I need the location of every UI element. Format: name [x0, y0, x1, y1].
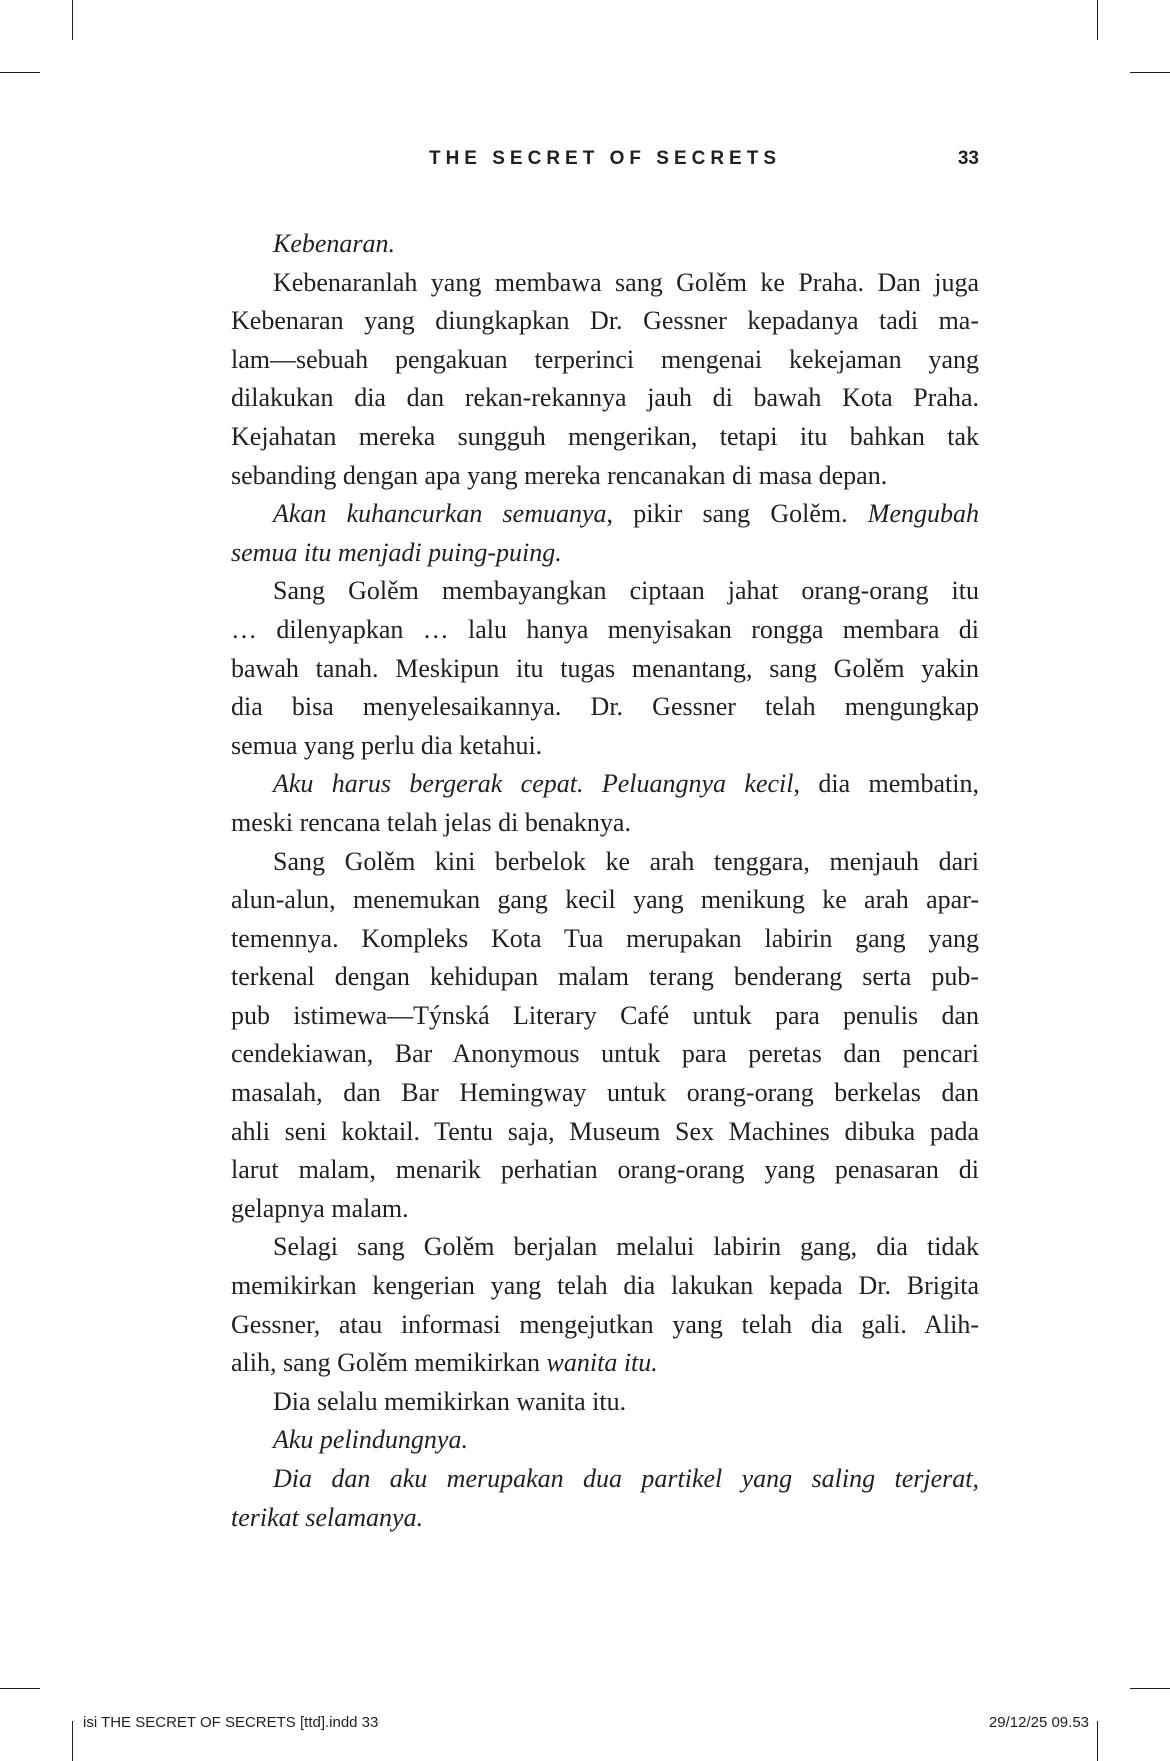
text-line [231, 457, 979, 496]
text-line [231, 1113, 979, 1152]
italic-run: Aku harus bergerak cepat. Peluangnya kecil [273, 769, 794, 799]
text-line [231, 611, 979, 650]
crop-mark [0, 72, 40, 73]
italic-run: Mengubah [867, 499, 979, 529]
crop-mark [1130, 72, 1170, 73]
text-line [231, 534, 979, 573]
text-line [231, 920, 979, 959]
italic-run: Akan kuhancurkan semuanya [273, 499, 607, 529]
running-title: THE SECRET OF SECRETS [428, 148, 782, 169]
text-line [231, 1421, 979, 1460]
text-line [231, 688, 979, 727]
slug-date: 29/12/25 09.53 [988, 1714, 1089, 1731]
text-run: dilakukan dia dan rekan-rekannya jauh di bawah Kota Praha. [231, 383, 979, 413]
text-run: memikirkan kengerian yang telah dia lakukan kepada Dr. Brigita [231, 1271, 979, 1301]
text-run: … dilenyapkan … lalu hanya menyisakan rongga membara di [231, 614, 979, 644]
text-line [231, 341, 979, 380]
text-run: alun-alun, menemukan gang kecil yang menikung ke arah apar- [231, 885, 979, 915]
text-run: sebanding dengan apa yang mereka rencanakan di masa depan. [231, 460, 888, 490]
italic-run: terikat selamanya. [231, 1502, 424, 1532]
text-run: temennya. Kompleks Kota Tua merupakan labirin gang yang [231, 923, 979, 953]
text-line [231, 1074, 979, 1113]
text-run: bawah tanah. Meskipun itu tugas menantang, sang Golěm yakin [231, 653, 979, 683]
crop-mark [1130, 1688, 1170, 1689]
text-run: Sang Golěm kini berbelok ke arah tenggara, menjauh dari [273, 846, 979, 876]
text-line [231, 958, 979, 997]
text-run: ahli seni koktail. Tentu saja, Museum Sex Machines dibuka pada [231, 1116, 979, 1146]
text-run: , pikir sang Golěm. [606, 499, 868, 529]
crop-mark [72, 1721, 73, 1761]
italic-run: Aku pelindungnya. [273, 1425, 468, 1455]
text-line [231, 1344, 979, 1383]
text-line [231, 765, 979, 804]
paragraph [231, 572, 979, 765]
running-head [231, 148, 979, 178]
paragraph [231, 1383, 979, 1422]
text-run: Gessner, atau informasi mengejutkan yang telah dia gali. Alih- [231, 1309, 979, 1339]
text-run: pub istimewa—Týnská Literary Café untuk para penulis dan [231, 1000, 979, 1030]
text-run: Selagi sang Golěm berjalan melalui labirin gang, dia tidak [273, 1232, 979, 1262]
paragraph [231, 1228, 979, 1382]
text-run: masalah, dan Bar Hemingway untuk orang-orang berkelas dan [231, 1078, 979, 1108]
paragraph [231, 495, 979, 572]
text-line [231, 1190, 979, 1229]
text-line [231, 1383, 979, 1422]
text-line [231, 379, 979, 418]
paragraph [231, 264, 979, 496]
text-run: Kebenaranlah yang membawa sang Golěm ke Praha. Dan juga [273, 267, 979, 297]
text-line [231, 418, 979, 457]
paragraph [231, 225, 979, 264]
crop-mark [1097, 1721, 1098, 1761]
text-run: gelapnya malam. [231, 1193, 409, 1223]
text-line [231, 804, 979, 843]
crop-mark [1097, 0, 1098, 40]
text-line [231, 225, 979, 264]
crop-mark [0, 1688, 40, 1689]
italic-run: wanita itu. [546, 1348, 658, 1378]
text-run: lam—sebuah pengakuan terperinci mengenai kekejaman yang [231, 344, 979, 374]
text-line [231, 1499, 979, 1538]
italic-run: Dia dan aku merupakan dua partikel yang saling terjerat, [273, 1464, 979, 1493]
text-run: cendekiawan, Bar Anonymous untuk para peretas dan pencari [231, 1039, 979, 1069]
text-line [231, 1035, 979, 1074]
text-line [231, 1228, 979, 1267]
text-line [231, 727, 979, 766]
text-line [231, 881, 979, 920]
text-run: meski rencana telah jelas di benaknya. [231, 807, 631, 837]
page-number: 33 [957, 148, 979, 169]
text-line [231, 302, 979, 341]
crop-mark [72, 0, 73, 40]
text-line [231, 1267, 979, 1306]
text-line [231, 572, 979, 611]
paragraph [231, 1421, 979, 1460]
text-run: semua yang perlu dia ketahui. [231, 730, 543, 760]
text-run: terkenal dengan kehidupan malam terang benderang serta pub- [231, 962, 979, 992]
text-run: alih, sang Golěm memikirkan [231, 1348, 547, 1378]
text-line [231, 495, 979, 534]
slug-file-name: isi THE SECRET OF SECRETS [ttd].indd 33 [83, 1714, 379, 1731]
text-run: larut malam, menarik perhatian orang-orang yang penasaran di [231, 1155, 979, 1185]
text-run: Sang Golěm membayangkan ciptaan jahat orang-orang itu [273, 576, 979, 606]
text-line [231, 997, 979, 1036]
text-line [231, 1306, 979, 1345]
text-run: , dia membatin, [793, 769, 979, 799]
text-line [231, 1151, 979, 1190]
text-run: dia bisa menyelesaikannya. Dr. Gessner telah mengungkap [231, 692, 979, 722]
text-run: Kejahatan mereka sungguh mengerikan, tetapi itu bahkan tak [231, 421, 979, 451]
text-run: Kebenaran yang diungkapkan Dr. Gessner kepadanya tadi ma- [231, 306, 979, 336]
paragraph [231, 843, 979, 1229]
text-line [231, 650, 979, 689]
text-run: Dia selalu memikirkan wanita itu. [273, 1386, 627, 1416]
paragraph [231, 765, 979, 842]
text-line [231, 264, 979, 303]
body-text [231, 225, 979, 1537]
paragraph [231, 1460, 979, 1537]
italic-run: Kebenaran. [273, 229, 396, 258]
italic-run: semua itu menjadi puing-puing. [231, 537, 562, 567]
text-line [231, 843, 979, 882]
text-line [231, 1460, 979, 1499]
